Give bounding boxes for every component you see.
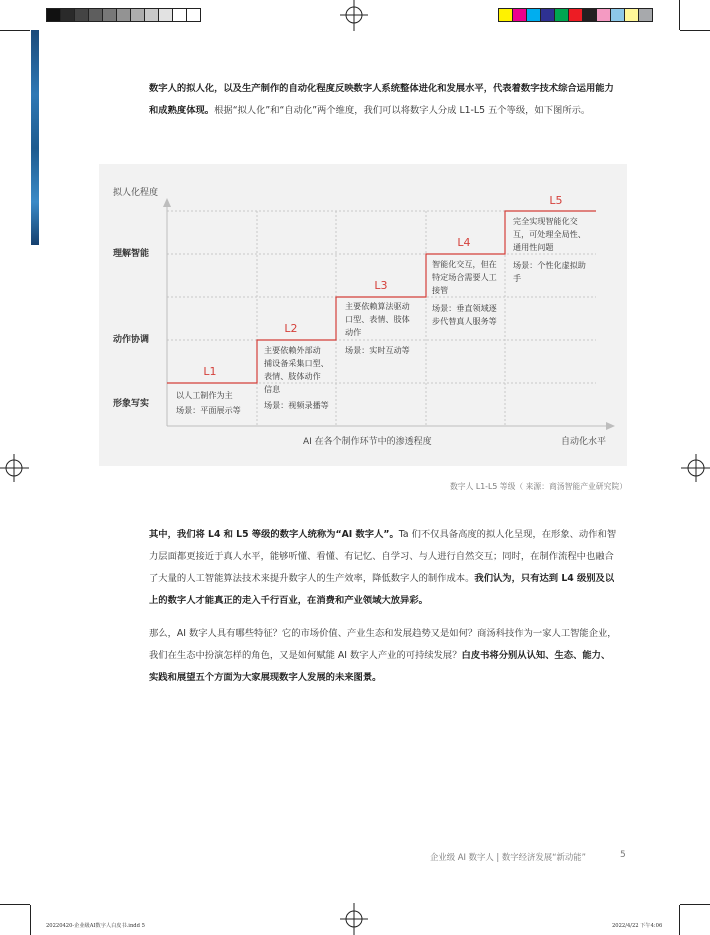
- level-desc-line: 表情、肢体动作: [264, 371, 321, 381]
- calibration-swatch: [144, 8, 159, 22]
- crop-mark: [0, 30, 30, 31]
- calibration-swatch: [540, 8, 555, 22]
- calibration-swatch: [554, 8, 569, 22]
- level-desc-line: 接管: [432, 285, 449, 295]
- level-desc-line: 通用性问题: [513, 242, 554, 252]
- level-scene: 场景：平面展示等: [176, 405, 241, 415]
- level-scene: 手: [513, 273, 522, 283]
- y-category-appearance: 形象写实: [113, 399, 150, 409]
- calibration-swatch: [74, 8, 89, 22]
- calibration-swatch: [498, 8, 513, 22]
- crop-mark: [0, 904, 30, 905]
- side-color-strip: [31, 30, 39, 245]
- registration-mark-left: [0, 452, 30, 484]
- level-scene: 场景：视频录播等: [264, 400, 329, 410]
- crop-mark: [679, 0, 680, 30]
- calibration-swatch: [60, 8, 75, 22]
- page-number: 5: [620, 850, 626, 860]
- calibration-swatch: [130, 8, 145, 22]
- color-calibration-bar: [498, 8, 652, 22]
- level-desc-line: 互，可处理全局性、: [513, 229, 586, 239]
- para2-bold-conclusion: 我们认为，只有达到 L4 级别及以上的数字人才能真正的走入千行百业，在消费和产业领域大放异彩。: [149, 573, 615, 606]
- level-desc-l3: [345, 300, 410, 357]
- calibration-swatch: [568, 8, 583, 22]
- calibration-swatch: [596, 8, 611, 22]
- intro-bold-text: 数字人的拟人化，以及生产制作的自动化程度反映数字人系统整体进化和发展水平，代表着数字技术综合运用能力和成熟度体现。: [149, 83, 614, 116]
- slug-timestamp: 2022/4/22 下午4:06: [612, 923, 663, 929]
- calibration-swatch: [186, 8, 201, 22]
- calibration-swatch: [172, 8, 187, 22]
- intro-text: 根据“拟人化”和“自动化”两个维度，我们可以将数字人分成 L1-L5 五个等级，如下图所示。: [214, 105, 591, 116]
- level-desc-line: 完全实现智能化交: [513, 216, 578, 226]
- para2-bold-lead: 其中，我们将 L4 和 L5 等级的数字人统称为“AI 数字人”。: [149, 529, 399, 540]
- level-desc-line: 智能化交互，但在: [432, 259, 497, 269]
- intro-paragraph: [149, 78, 619, 122]
- calibration-swatch: [638, 8, 653, 22]
- level-scene: 场景：实时互动等: [345, 345, 410, 355]
- level-label-l3: L3: [374, 279, 388, 292]
- y-category-motion: 动作协调: [113, 335, 150, 345]
- calibration-swatch: [512, 8, 527, 22]
- y-category-understanding: 理解智能: [113, 249, 150, 259]
- level-label-l4: L4: [457, 236, 471, 249]
- crop-mark: [680, 30, 710, 31]
- paragraph-ai-digital-human: [149, 524, 619, 612]
- x-axis-arrow: [606, 422, 615, 430]
- level-label-l2: L2: [284, 322, 298, 335]
- calibration-swatch: [158, 8, 173, 22]
- level-desc-line: 信息: [264, 384, 281, 394]
- level-desc-line: 口型、表情、肢体: [345, 314, 410, 324]
- level-desc-line: 特定场合需要人工: [432, 272, 497, 282]
- calibration-swatch: [116, 8, 131, 22]
- level-desc-l4: [432, 258, 497, 328]
- y-axis-arrow: [163, 198, 171, 207]
- y-axis-title: 拟人化程度: [113, 188, 159, 198]
- registration-mark-bottom: [338, 903, 370, 935]
- level-desc-l1: [176, 389, 241, 417]
- calibration-swatch: [582, 8, 597, 22]
- registration-mark-top: [338, 0, 370, 32]
- level-scene: 场景：个性化虚拟助: [513, 260, 586, 270]
- calibration-swatch: [102, 8, 117, 22]
- para3-text: 那么，AI 数字人具有哪些特征？它的市场价值、产业生态和发展趋势又是如何？商汤科技作为一家人工智能企业，我们在生态中扮演怎样的角色，又是如何赋能 AI 数字人产业的可持续发展？: [149, 628, 617, 661]
- level-desc-l2: [264, 344, 329, 412]
- para3-bold-text: 白皮书将分别从认知、生态、能力、实践和展望五个方面为大家展现数字人发展的未来图景。: [149, 650, 611, 683]
- running-footer: 企业级 AI 数字人 | 数字经济发展“新动能”: [430, 852, 586, 862]
- level-desc-line: 以人工制作为主: [176, 390, 233, 400]
- chart-caption: 数字人 L1-L5 等级（ 来源：商汤智能产业研究院）: [450, 482, 627, 491]
- para2-text: Ta 们不仅具备高度的拟人化呈现，在形象、动作和智力层面都更接近于真人水平，能够听懂、看懂、有记忆、自学习、与人进行自然交互；同时，在制作流程中也融合了大量的人工智能算法技术来提升数字人的生产效率，降低数字人的制作成本。: [149, 529, 617, 584]
- level-desc-line: 捕设备采集口型、: [264, 358, 329, 368]
- level-desc-line: 主要依赖算法驱动: [345, 301, 410, 311]
- calibration-swatch: [624, 8, 639, 22]
- calibration-swatch: [88, 8, 103, 22]
- x-axis-title: AI 在各个制作环节中的渗透程度: [303, 437, 432, 447]
- level-label-l5: L5: [549, 194, 563, 207]
- calibration-swatch: [610, 8, 625, 22]
- level-scene: 步代替真人服务等: [432, 316, 497, 326]
- calibration-swatch: [526, 8, 541, 22]
- calibration-swatch: [46, 8, 61, 22]
- level-desc-line: 动作: [345, 327, 362, 337]
- level-desc-l5: [513, 215, 586, 285]
- grayscale-calibration-bar: [46, 8, 200, 22]
- x-axis-end-label: 自动化水平: [561, 437, 607, 447]
- registration-mark-right: [680, 452, 710, 484]
- crop-mark: [680, 904, 710, 905]
- level-scene: 场景：垂直领域逐: [432, 303, 497, 313]
- level-label-l1: L1: [203, 365, 217, 378]
- slug-filename: 20220420-企业级AI数字人白皮书.indd 5: [46, 923, 145, 929]
- crop-mark: [679, 905, 680, 935]
- crop-mark: [30, 905, 31, 935]
- paragraph-whitepaper-outline: [149, 623, 619, 689]
- level-desc-line: 主要依赖外部动: [264, 345, 321, 355]
